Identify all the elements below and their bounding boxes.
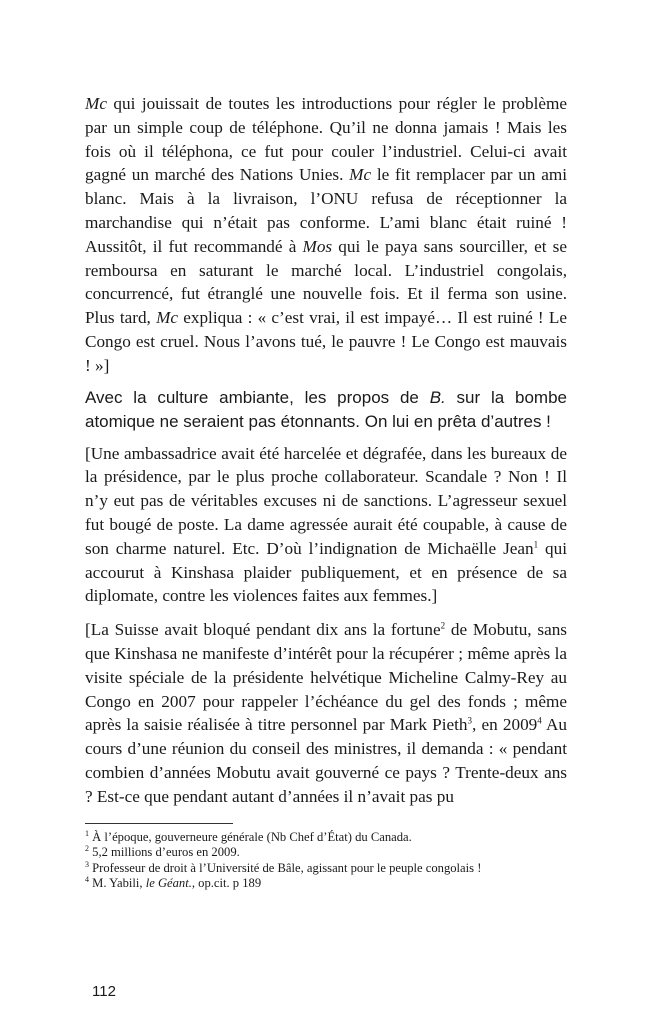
footnote-3 [85, 861, 567, 877]
footnote-number: 1 [85, 828, 89, 838]
footnote-text: Professeur de droit à l’Université de Bâle, agissant pour le peuple congolais ! [89, 860, 482, 875]
text-run: le fit remplacer par un ami blanc. Mais à la livraison, l’ONU refusa de réceptionner la marchandise qui n’était pas conforme. L’ami blanc était ruiné ! Aussitôt, il fut recommandé à [85, 165, 567, 256]
footnote-2 [85, 845, 567, 861]
page-number: 112 [92, 983, 116, 1000]
text-run: de Mobutu, sans que Kinshasa ne manifeste d’intérêt pour la récupérer ; même après la visite spéciale de la présidente helvétique Micheline Calmy-Rey au Congo en 2007 pour rappeler l’échéance du gel des fonds ; même après la saisie réalisée à titre personnel par Mark Pieth [85, 620, 567, 735]
footnote-1 [85, 830, 567, 846]
text-run: [Une ambassadrice avait été harcelée et dégrafée, dans les bureaux de la présidence, par le plus proche collaborateur. Scandale ? Non ! Il n’y eut pas de véritables excuses ni de sanctions. L’agresseur sexuel fut bougé de poste. La dame agressée aurait été coupable, à cause de son charme naturel. Etc. D’où l’indignation de Michaëlle Jean [85, 443, 567, 558]
footnote-ref-4: 4 [537, 715, 542, 726]
footnote-4 [85, 876, 567, 892]
footnote-text: op.cit. p 189 [195, 876, 262, 891]
text-run: qui le paya sans sourciller, et se remboursa en saturant le marché local. L’industriel congolais, concurrencé, fut étranglé une nouvelle fois. Et il ferma son usine. Plus tard, [85, 236, 567, 328]
name-mc: Mc [156, 308, 179, 328]
text-run: expliqua : « c’est vrai, il est impayé… Il est ruiné ! Le Congo est cruel. Nous l’avons tué, le pauvre ! Le Congo est mauvais ! »] [85, 308, 567, 375]
footnote-text: À l’époque, gouverneure générale (Nb Chef d’État) du Canada. [89, 829, 412, 844]
text-run: qui accourut à Kinshasa plaider publiquement, et en présence de sa diplomate, contre les violences faites aux femmes.] [85, 538, 567, 606]
footnote-number: 3 [85, 859, 89, 869]
footnote-separator [85, 823, 233, 824]
paragraph-4 [85, 618, 567, 808]
text-run: Avec la culture ambiante, les propos de [85, 387, 430, 407]
text-run: [La Suisse avait bloqué pendant dix ans la fortune [85, 620, 441, 640]
paragraph-3 [85, 442, 567, 609]
name-mos: Mos [302, 236, 333, 256]
footnote-ref-3: 3 [467, 715, 473, 726]
text-run: Au cours d’une réunion du conseil des ministres, il demanda : « pendant combien d’années Mobutu avait gouverné ce pays ? Trente-deux ans ? Est-ce que pendant autant d’années il n’avait pas pu [85, 715, 567, 806]
footnotes [85, 830, 567, 892]
footnote-number: 4 [85, 874, 89, 884]
footnote-italic-title: le Géant., [145, 876, 196, 891]
paragraph-2 [85, 386, 567, 434]
footnote-ref-1: 1 [533, 539, 539, 550]
text-run: qui jouissait de toutes les introductions pour régler le problème par un simple coup de téléphone. Qu’il ne donna jamais ! Mais les fois où il téléphona, ce fut pour couler l’industriel. Celui-ci avait gagné un marché des Nations Unies. [85, 94, 567, 185]
footnote-ref-2: 2 [440, 620, 446, 631]
paragraph-1 [85, 92, 567, 378]
text-run: sur la bombe atomique ne seraient pas étonnants. On lui en prêta d’autres ! [85, 387, 567, 431]
name-b: B. [429, 387, 446, 407]
name-mc: Mc [349, 165, 372, 185]
name-mc: Mc [85, 94, 107, 113]
footnote-number: 2 [85, 843, 89, 853]
footnote-text: M. Yabili, [89, 876, 146, 891]
text-run: , en 2009 [472, 715, 538, 735]
page-body [85, 92, 567, 892]
footnote-text: 5,2 millions d’euros en 2009. [89, 845, 240, 860]
